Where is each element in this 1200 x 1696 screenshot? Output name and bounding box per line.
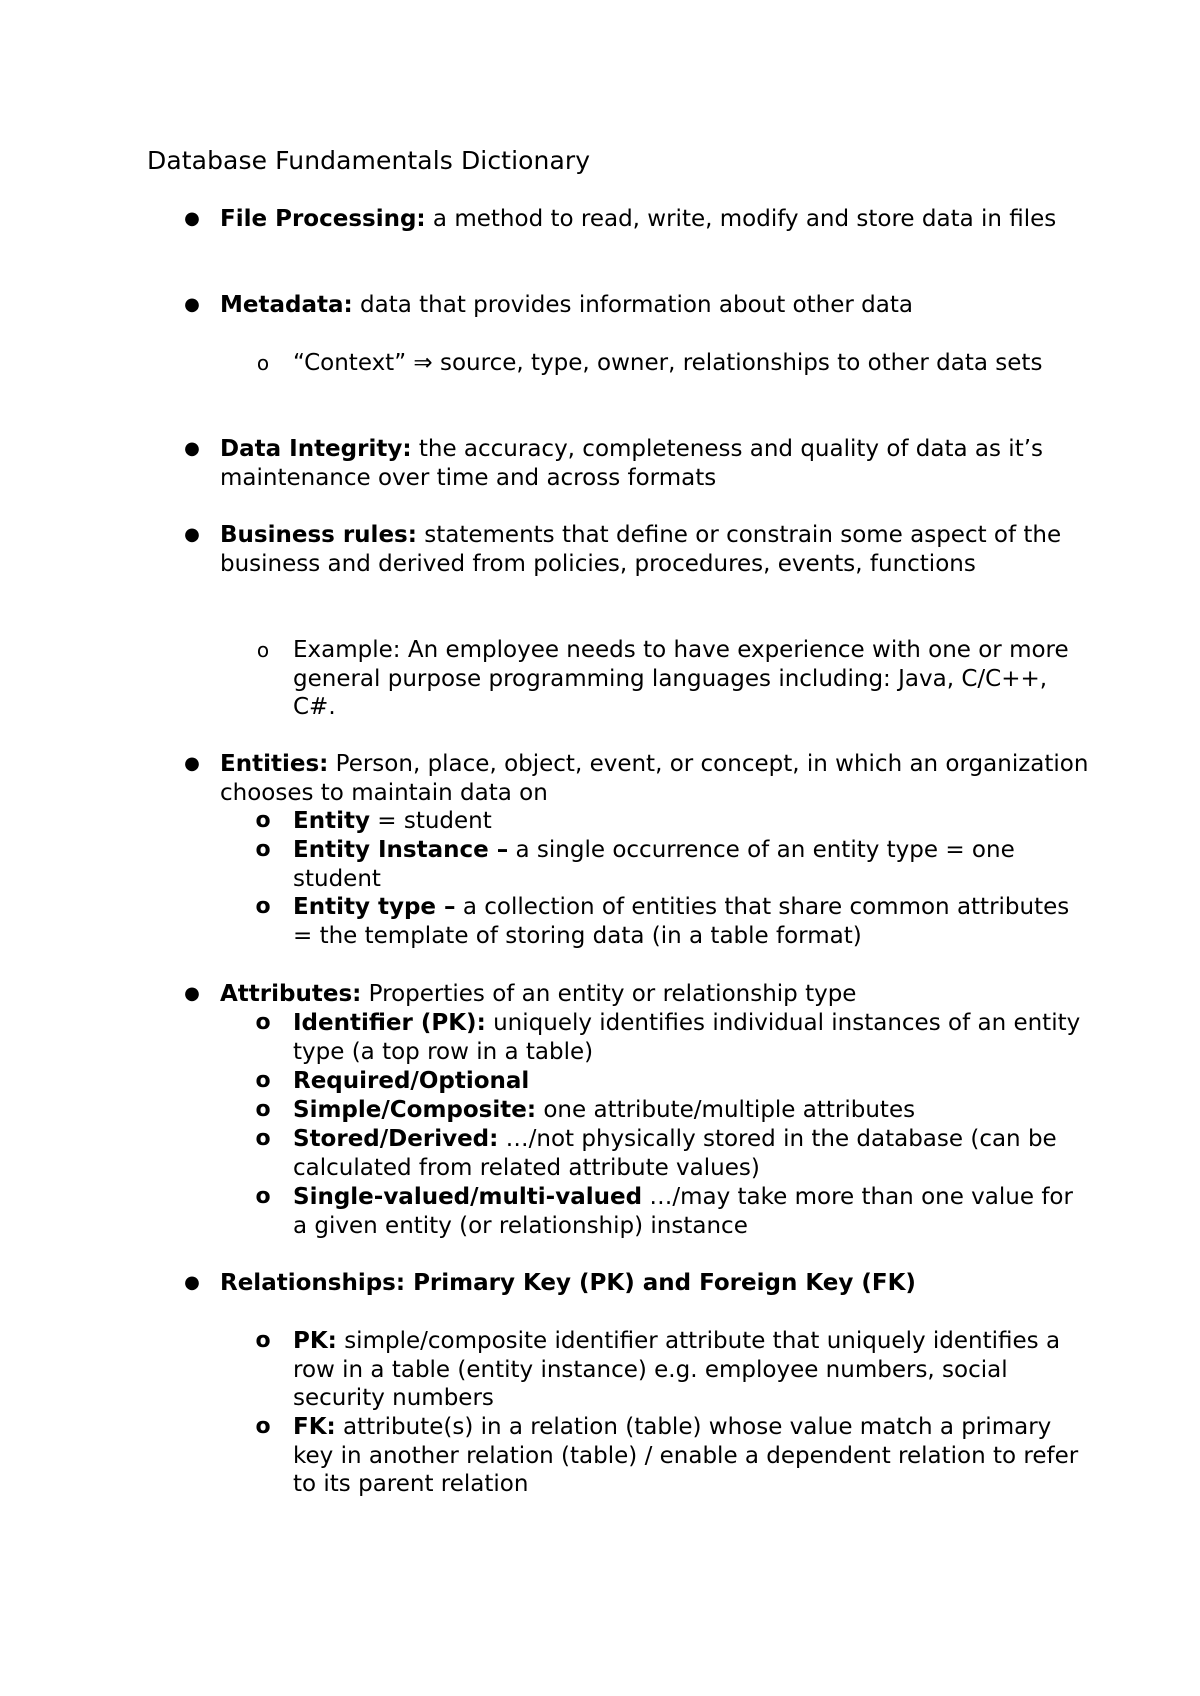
item-term: Single-valued/multi-valued	[293, 1184, 643, 1210]
bullet-icon: ●	[184, 294, 200, 315]
item-desc: = student	[369, 808, 492, 834]
item-desc: one attribute/multiple attributes	[536, 1097, 916, 1123]
item-desc: the accuracy, completeness and quality of data as it’s maintenance over time and across formats	[220, 436, 1044, 491]
hollow-bullet-icon: o	[255, 1068, 271, 1093]
hollow-bullet-icon: o	[255, 1414, 271, 1439]
item-term: Entity Instance –	[293, 837, 509, 863]
list-item-entity	[255, 807, 1083, 836]
bullet-icon: ●	[184, 983, 200, 1004]
hollow-bullet-icon: o	[256, 638, 270, 662]
bullet-icon: ●	[184, 438, 200, 459]
item-term: Entity type –	[293, 894, 456, 920]
list-item-attributes	[184, 980, 1090, 1009]
list-item-entities	[184, 750, 1090, 807]
item-desc: uniquely identifies individual instances of an entity type (a top row in a table)	[293, 1010, 1081, 1065]
item-term: Identifier (PK):	[293, 1010, 486, 1036]
item-term: Business rules:	[220, 522, 417, 548]
item-desc: simple/composite identifier attribute that uniquely identifies a row in a table (entity instance) e.g. employee numbers, social security numbers	[293, 1328, 1061, 1411]
item-term: Data Integrity:	[220, 436, 412, 462]
item-term: Attributes:	[220, 981, 362, 1007]
hollow-bullet-icon: o	[255, 1010, 271, 1035]
list-item-simple-composite	[255, 1096, 1083, 1125]
item-term: Required/Optional	[293, 1068, 530, 1094]
item-desc: data that provides information about other data	[352, 292, 913, 318]
item-desc: Person, place, object, event, or concept, in which an organization chooses to maintain data on	[220, 751, 1089, 806]
list-item-entity-type	[255, 893, 1083, 950]
hollow-bullet-icon: o	[256, 351, 270, 375]
item-desc: attribute(s) in a relation (table) whose value match a primary key in another relation (table) / enable a dependent relation to refer to its parent relation	[293, 1414, 1079, 1497]
hollow-bullet-icon: o	[255, 1184, 271, 1209]
bullet-icon: ●	[184, 753, 200, 774]
item-desc: …/not physically stored in the database (can be calculated from related attribute values)	[293, 1126, 1057, 1181]
list-item-metadata	[184, 291, 1090, 320]
hollow-bullet-icon: o	[255, 808, 271, 833]
list-item-fk	[255, 1413, 1083, 1499]
item-term: Relationships: Primary Key (PK) and Foreign Key (FK)	[220, 1270, 916, 1296]
item-desc: Example: An employee needs to have experience with one or more general purpose programming languages including: Java, C/C++, C#.	[293, 637, 1069, 720]
bullet-icon: ●	[184, 1272, 200, 1293]
hollow-bullet-icon: o	[255, 894, 271, 919]
list-item-single-multi-valued	[255, 1183, 1083, 1240]
item-desc: a single occurrence of an entity type = one student	[293, 837, 1015, 892]
hollow-bullet-icon: o	[255, 837, 271, 862]
item-desc: Properties of an entity or relationship type	[361, 981, 857, 1007]
list-item-entity-instance	[255, 836, 1083, 893]
hollow-bullet-icon: o	[255, 1097, 271, 1122]
hollow-bullet-icon: o	[255, 1328, 271, 1353]
item-term: Entities:	[220, 751, 329, 777]
item-term: Stored/Derived:	[293, 1126, 499, 1152]
item-desc: statements that define or constrain some aspect of the business and derived from policies, procedures, events, functions	[220, 522, 1062, 577]
item-desc: “Context” ⇒ source, type, owner, relationships to other data sets	[293, 350, 1043, 376]
item-desc: a collection of entities that share common attributes = the template of storing data (in a table format)	[293, 894, 1070, 949]
item-term: File Processing:	[220, 206, 426, 232]
list-item-required-optional	[255, 1067, 1083, 1096]
list-item-example	[256, 636, 1083, 722]
item-term: FK:	[293, 1414, 336, 1440]
list-item-relationships	[184, 1269, 1090, 1298]
bullet-icon: ●	[184, 208, 200, 229]
item-term: Entity	[293, 808, 370, 834]
item-term: PK:	[293, 1328, 337, 1354]
item-term: Simple/Composite:	[293, 1097, 537, 1123]
item-term: Metadata:	[220, 292, 353, 318]
hollow-bullet-icon: o	[255, 1126, 271, 1151]
item-desc: a method to read, write, modify and store data in files	[425, 206, 1057, 232]
list-item-stored-derived	[255, 1125, 1083, 1182]
list-item-pk	[255, 1327, 1083, 1413]
bullet-icon: ●	[184, 524, 200, 545]
item-desc: …/may take more than one value for a given entity (or relationship) instance	[293, 1184, 1073, 1239]
list-item-data-integrity	[184, 435, 1090, 492]
list-item-context	[256, 349, 1083, 378]
list-item-business-rules	[184, 521, 1090, 578]
page-title: Database Fundamentals Dictionary	[147, 146, 591, 175]
list-item-identifier	[255, 1009, 1083, 1066]
list-item-file-processing	[184, 205, 1090, 234]
